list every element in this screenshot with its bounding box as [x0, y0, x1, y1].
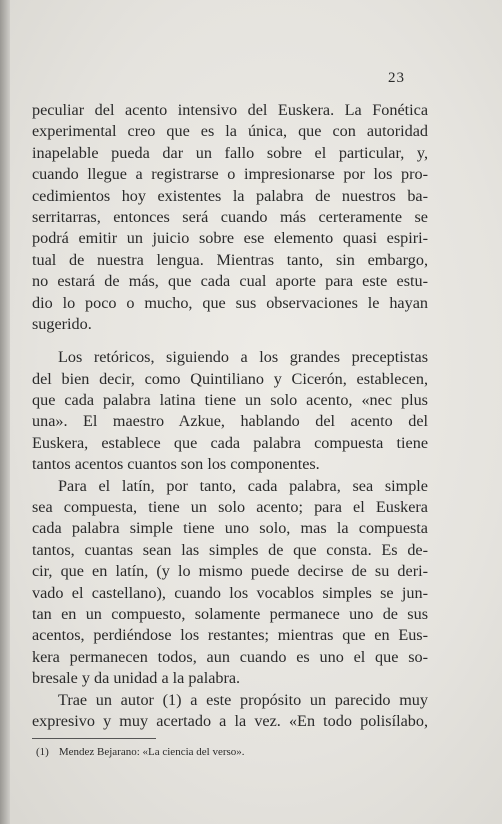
body-text: [32, 100, 428, 732]
text-line: kera permanecen todos, aun cuando es uno el que so-: [32, 647, 428, 666]
text-line: cada palabra simple tiene uno solo, mas la compuesta: [32, 519, 428, 538]
text-line: vado el castellano), cuando los vocablos simples se jun-: [32, 583, 428, 602]
text-line: sea compuesta, tiene un solo acento; para el Euskera: [32, 498, 428, 517]
paragraph: [32, 476, 428, 690]
binding-gutter: [0, 0, 10, 824]
text-line: cir, que en latín, (y lo mismo puede decirse de su deri-: [32, 562, 428, 581]
text-line: Trae un autor (1) a este propósito un parecido muy: [58, 690, 428, 709]
text-line: del bien decir, como Quintiliano y Cicerón, establecen,: [32, 369, 428, 388]
text-line: no estará de más, que cada cual aporte para este estu-: [32, 272, 428, 291]
text-line: Los retóricos, siguiendo a los grandes preceptistas: [58, 348, 428, 367]
footnote: [36, 745, 245, 759]
text-line: inapelable pueda dar un fallo sobre el particular, y,: [32, 143, 428, 162]
text-line: cuando llegue a registrarse o impresionarse por los pro-: [32, 165, 428, 184]
text-line: Para el latín, por tanto, cada palabra, sea simple: [58, 476, 428, 495]
text-line: bresale y da unidad a la palabra.: [32, 669, 241, 688]
paragraph: [32, 347, 428, 475]
text-line: peculiar del acento intensivo del Euskera. La Fonética: [32, 101, 428, 119]
text-line: sugerido.: [32, 314, 92, 333]
footnote-rule: [32, 738, 156, 739]
text-line: expresivo y muy acertado a la vez. «En todo polisílabo,: [32, 711, 428, 730]
text-line: cedimientos hoy existentes la palabra de nuestros ba-: [32, 186, 428, 205]
page-number: 23: [388, 70, 405, 86]
text-line: experimental creo que es la única, que con autoridad: [32, 122, 428, 141]
text-line: una». El maestro Azkue, hablando del acento del: [32, 412, 428, 431]
text-line: Euskera, establece que cada palabra compuesta tiene: [32, 433, 428, 452]
text-line: dio lo poco o mucho, que sus observaciones le hayan: [32, 293, 428, 312]
text-line: podrá emitir un juicio sobre ese elemento quasi espiri-: [32, 229, 428, 248]
text-line: acentos, perdiéndose los restantes; mientras que en Eus-: [32, 626, 428, 645]
paragraph: [32, 100, 428, 335]
footnote-marker: (1): [36, 746, 49, 758]
paragraph: [32, 690, 428, 733]
footnote-text: Mendez Bejarano: «La ciencia del verso».: [58, 746, 245, 758]
text-line: tual de nuestra lengua. Mientras tanto, sin embargo,: [32, 250, 428, 269]
text-line: tantos acentos cuantos son los componentes.: [32, 455, 320, 474]
text-line: tan en un compuesto, solamente permanece uno de sus: [32, 604, 428, 623]
text-line: que cada palabra latina tiene un solo acento, «nec plus: [32, 391, 428, 410]
text-line: serritarras, entonces será cuando más certeramente se: [32, 207, 428, 226]
text-line: tantos, cuantas sean las simples de que consta. Es de-: [32, 540, 428, 559]
